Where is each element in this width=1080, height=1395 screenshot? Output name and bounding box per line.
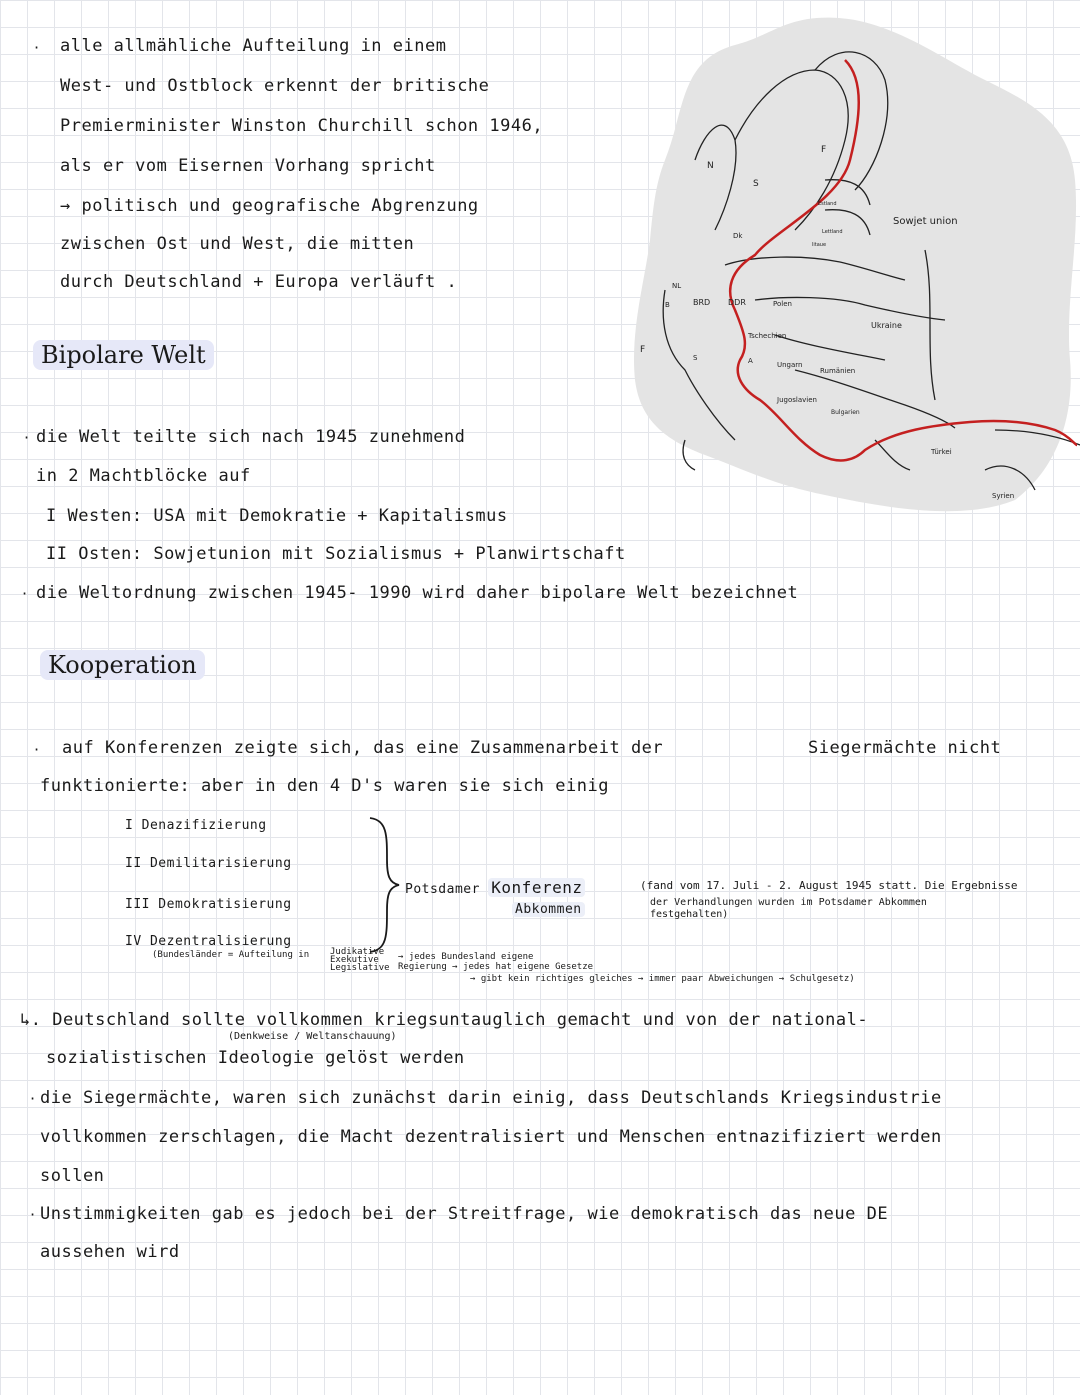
bullet: · bbox=[22, 584, 28, 603]
potsdam-label bbox=[512, 902, 585, 917]
potsdam-word: Potsdamer bbox=[405, 882, 480, 897]
bullet: · bbox=[30, 1205, 36, 1224]
text-line: die Weltordnung zwischen 1945- 1990 wird daher bipolare Welt bezeichnet bbox=[36, 583, 799, 603]
map-label: Bulgarien bbox=[831, 409, 860, 416]
map-label: Estland bbox=[818, 201, 837, 207]
map-label: Sowjet union bbox=[893, 216, 958, 227]
text-line: I Westen: USA mit Demokratie + Kapitalismus bbox=[46, 506, 508, 526]
text-line: die Welt teilte sich nach 1945 zunehmend bbox=[36, 427, 466, 447]
text-line: ↳. Deutschland sollte vollkommen kriegsuntauglich gemacht und von der national- bbox=[20, 1010, 869, 1030]
map-label: Dk bbox=[733, 232, 743, 240]
text-line: II Osten: Sowjetunion mit Sozialismus + Planwirtschaft bbox=[46, 544, 626, 564]
annotation: Exekutive bbox=[330, 955, 379, 965]
text-line: sollen bbox=[40, 1166, 105, 1186]
map-label: A bbox=[748, 357, 753, 365]
potsdam-word: Abkommen bbox=[512, 902, 585, 917]
map-label: Jugoslavien bbox=[777, 396, 817, 404]
map-label: Tschechien bbox=[748, 332, 787, 340]
map-label: Ungarn bbox=[777, 361, 803, 369]
annotation: → jedes Bundesland eigene bbox=[398, 952, 534, 962]
curly-brace bbox=[365, 815, 405, 955]
annotation: (Bundesländer = Aufteilung in bbox=[152, 950, 310, 960]
potsdam-word: Konferenz bbox=[488, 878, 585, 897]
annotation: Legislative bbox=[330, 963, 390, 973]
bullet: · bbox=[34, 38, 40, 57]
annotation: (fand vom 17. Juli - 2. August 1945 statt. Die Ergebnisse bbox=[640, 879, 1018, 892]
annotation: der Verhandlungen wurden im Potsdamer Abkommen bbox=[650, 897, 927, 908]
map-label: Syrien bbox=[992, 492, 1015, 500]
map-background bbox=[634, 18, 1076, 512]
text-line: sozialistischen Ideologie gelöst werden bbox=[46, 1048, 465, 1068]
d-item-denazifizierung: I Denazifizierung bbox=[125, 818, 267, 833]
text-line: funktionierte: aber in den 4 D's waren sie sich einig bbox=[40, 776, 609, 796]
potsdam-label bbox=[405, 878, 585, 897]
text-line: West- und Ostblock erkennt der britische bbox=[60, 76, 490, 96]
map-label: N bbox=[707, 161, 714, 171]
bullet: · bbox=[34, 740, 40, 759]
text-line: als er vom Eisernen Vorhang spricht bbox=[60, 156, 436, 176]
text-line: alle allmähliche Aufteilung in einem bbox=[60, 36, 447, 56]
map-label: BRD bbox=[693, 298, 711, 307]
map-label: F bbox=[640, 345, 646, 355]
section-heading-bipolar: Bipolare Welt bbox=[33, 340, 214, 370]
d-item-demilitarisierung: II Demilitarisierung bbox=[125, 856, 292, 871]
bullet: · bbox=[30, 1089, 36, 1108]
d-item-demokratisierung: III Demokratisierung bbox=[125, 897, 292, 912]
map-label: B bbox=[665, 301, 670, 309]
d-item-dezentralisierung: IV Dezentralisierung bbox=[125, 934, 292, 949]
map-label: Ukraine bbox=[871, 321, 902, 330]
annotation: Regierung → jedes hat eigene Gesetze bbox=[398, 962, 594, 972]
map-label: Polen bbox=[773, 300, 792, 308]
text-line: die Siegermächte, waren sich zunächst darin einig, dass Deutschlands Kriegsindustrie bbox=[40, 1088, 942, 1108]
annotation: festgehalten) bbox=[650, 909, 729, 920]
map-label: Lettland bbox=[822, 229, 843, 235]
text-line: auf Konferenzen zeigte sich, das eine Zusammenarbeit der bbox=[62, 738, 664, 758]
annotation: Judikative bbox=[330, 947, 385, 957]
europe-map bbox=[625, 0, 1080, 520]
text-line: in 2 Machtblöcke auf bbox=[36, 466, 251, 486]
text-line: Premierminister Winston Churchill schon 1946, bbox=[60, 116, 544, 136]
map-label: S bbox=[693, 354, 698, 362]
text-line: Unstimmigkeiten gab es jedoch bei der Streitfrage, wie demokratisch das neue DE bbox=[40, 1204, 889, 1224]
map-label: NL bbox=[672, 282, 682, 290]
map-label: Türkei bbox=[931, 448, 952, 456]
section-heading-kooperation: Kooperation bbox=[40, 650, 205, 680]
annotation: → gibt kein richtiges gleiches → immer paar Abweichungen → Schulgesetz) bbox=[470, 974, 855, 984]
map-label: Rumänien bbox=[820, 367, 856, 375]
map-label: F bbox=[821, 145, 827, 155]
map-label: litaue bbox=[812, 242, 827, 248]
text-line: → politisch und geografische Abgrenzung bbox=[60, 196, 479, 216]
text-line: aussehen wird bbox=[40, 1242, 180, 1262]
text-line: Siegermächte nicht bbox=[808, 738, 1002, 758]
text-line: zwischen Ost und West, die mitten bbox=[60, 234, 415, 254]
bullet: · bbox=[24, 428, 30, 447]
map-label: S bbox=[753, 179, 759, 189]
map-label: DDR bbox=[728, 298, 746, 307]
text-line: vollkommen zerschlagen, die Macht dezentralisiert und Menschen entnazifiziert werden bbox=[40, 1127, 942, 1147]
text-line: durch Deutschland + Europa verläuft . bbox=[60, 272, 458, 292]
annotation: (Denkweise / Weltanschauung) bbox=[228, 1031, 397, 1042]
